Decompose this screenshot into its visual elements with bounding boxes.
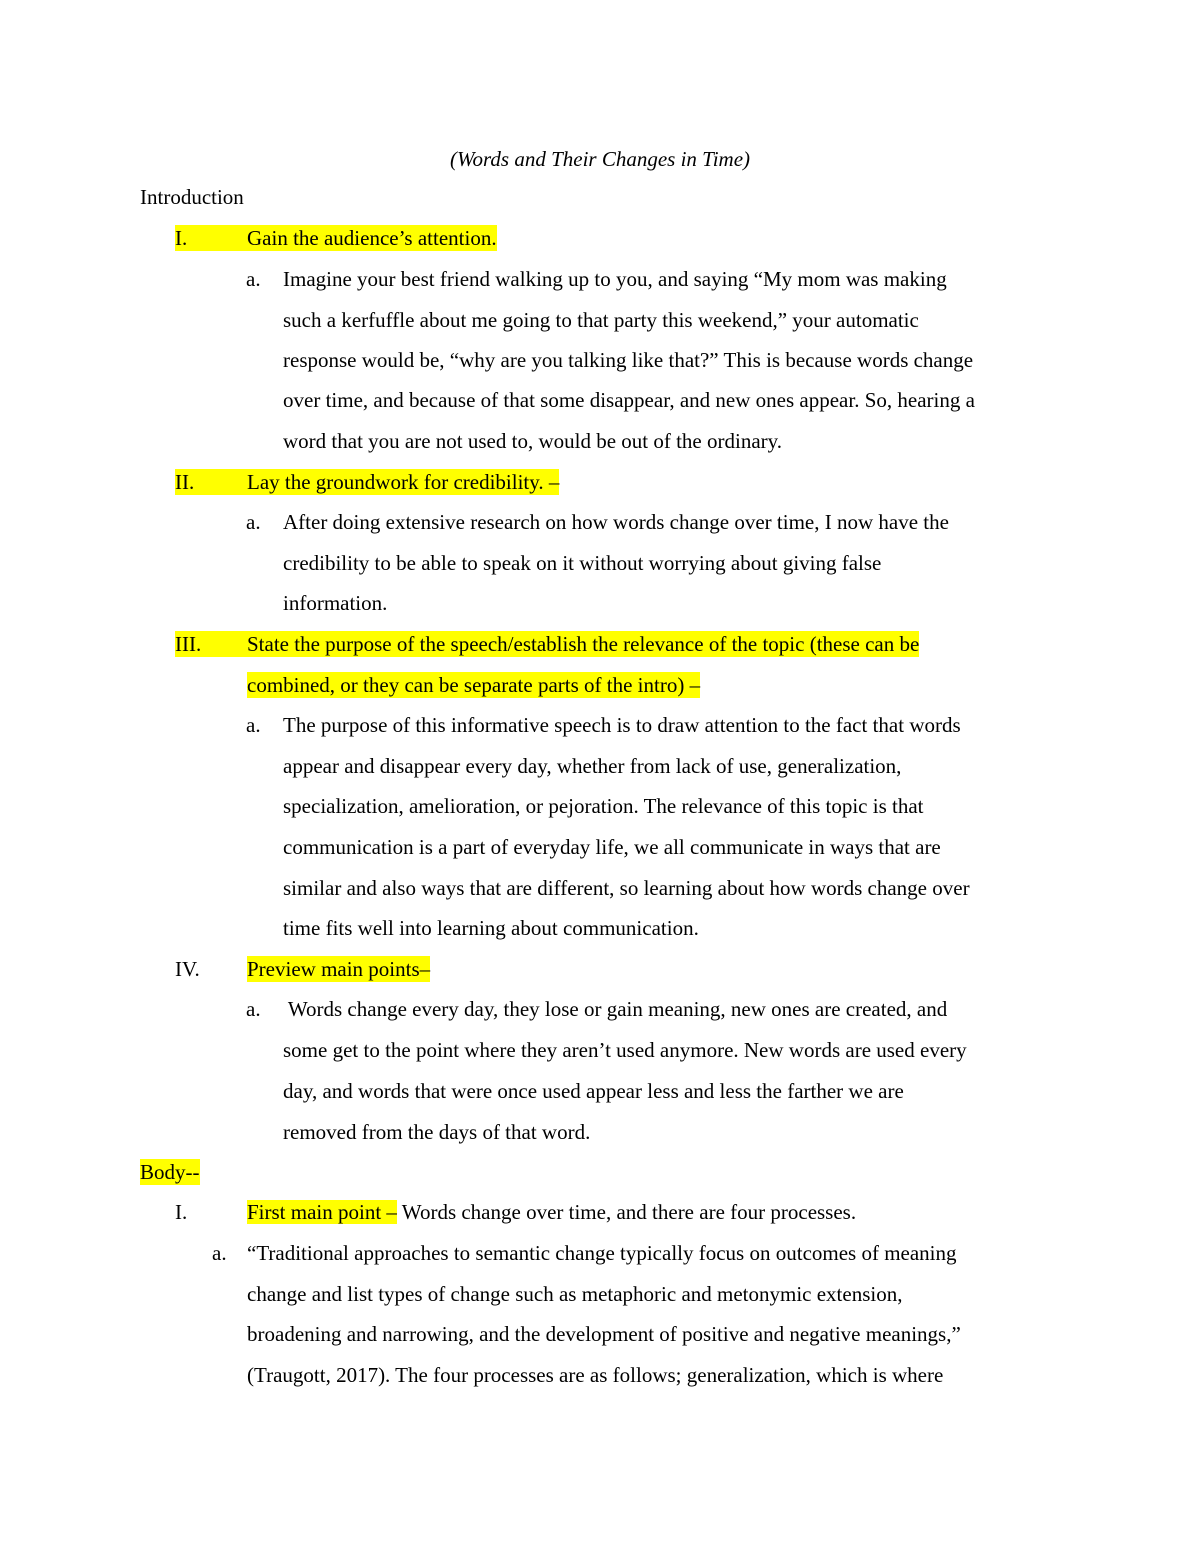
outline-numeral: I. <box>175 1200 188 1224</box>
outline-point-label: State the purpose of the speech/establish the relevance of the topic (these can be <box>247 632 920 656</box>
sub-point-line: response would be, “why are you talking like that?” This is because words change <box>283 348 974 372</box>
outline-numeral: II. <box>175 469 247 495</box>
sub-point-line: change and list types of change such as metaphoric and metonymic extension, <box>247 1282 903 1306</box>
sub-point-line: broadening and narrowing, and the development of positive and negative meanings,” <box>247 1322 961 1346</box>
outline-point-label: Gain the audience’s attention. <box>247 226 497 250</box>
sub-point-line: communication is a part of everyday life, we all communicate in ways that are <box>283 835 941 859</box>
sub-point-line: credibility to be able to speak on it without worrying about giving false <box>283 551 882 575</box>
sub-point-line: some get to the point where they aren’t used anymore. New words are used every <box>283 1038 967 1062</box>
sub-point-line: similar and also ways that are different, so learning about how words change over <box>283 876 970 900</box>
body-heading: Body-- <box>140 1160 200 1184</box>
outline-point-label: combined, or they can be separate parts of the intro) – <box>247 673 701 697</box>
outline-point-label: First main point – <box>247 1200 397 1224</box>
sub-point-marker: a. <box>212 1241 227 1265</box>
outline-numeral: I. <box>175 225 247 251</box>
sub-point-line: specialization, amelioration, or pejoration. The relevance of this topic is that <box>283 794 924 818</box>
outline-point-label: Preview main points– <box>247 957 431 981</box>
sub-point-line: word that you are not used to, would be out of the ordinary. <box>283 429 783 453</box>
sub-point-line: time fits well into learning about communication. <box>283 916 699 940</box>
sub-point-marker: a. <box>246 510 261 534</box>
outline-point-text: Words change over time, and there are four processes. <box>396 1200 857 1224</box>
document-title: (Words and Their Changes in Time) <box>449 147 751 171</box>
introduction-heading: Introduction <box>140 185 244 209</box>
sub-point-line: appear and disappear every day, whether from lack of use, generalization, <box>283 754 902 778</box>
outline-numeral: III. <box>175 631 247 657</box>
sub-point-line: over time, and because of that some disappear, and new ones appear. So, hearing a <box>283 388 975 412</box>
sub-point-line: removed from the days of that word. <box>283 1120 591 1144</box>
sub-point-line: day, and words that were once used appear less and less the farther we are <box>283 1079 904 1103</box>
sub-point-line: information. <box>283 591 388 615</box>
sub-point-line: Imagine your best friend walking up to you, and saying “My mom was making <box>283 267 947 291</box>
sub-point-line: (Traugott, 2017). The four processes are as follows; generalization, which is where <box>247 1363 944 1387</box>
sub-point-line: Words change every day, they lose or gain meaning, new ones are created, and <box>283 997 948 1021</box>
outline-point-label: Lay the groundwork for credibility. – <box>247 470 560 494</box>
sub-point-line: The purpose of this informative speech is to draw attention to the fact that words <box>283 713 961 737</box>
sub-point-line: After doing extensive research on how words change over time, I now have the <box>283 510 949 534</box>
sub-point-marker: a. <box>246 267 261 291</box>
outline-numeral: IV. <box>175 957 200 981</box>
sub-point-line: such a kerfuffle about me going to that party this weekend,” your automatic <box>283 308 919 332</box>
sub-point-marker: a. <box>246 713 261 737</box>
outline-point-line <box>247 1199 856 1225</box>
sub-point-marker: a. <box>246 997 261 1021</box>
sub-point-line: “Traditional approaches to semantic change typically focus on outcomes of meaning <box>247 1241 957 1265</box>
